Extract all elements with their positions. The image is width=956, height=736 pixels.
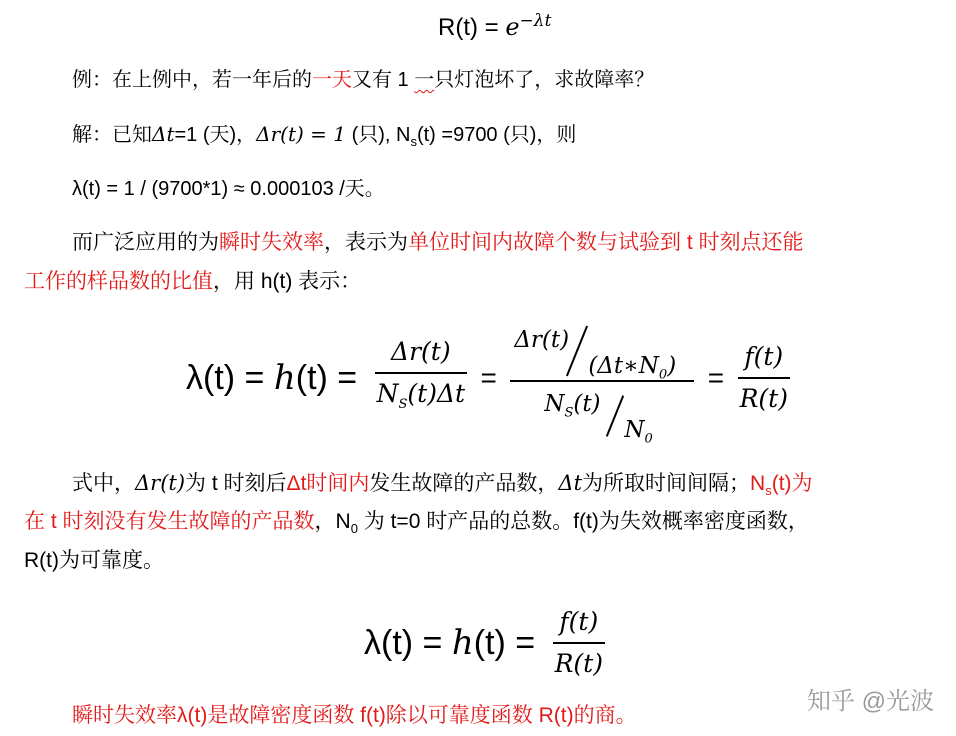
fraction-1-denominator <box>375 374 467 425</box>
f2-den-top <box>544 384 600 434</box>
explanation-dt: Δt <box>558 471 583 495</box>
explanation-dr: Δr(t) <box>135 471 186 495</box>
explanation-f-red-sub: s <box>765 483 772 499</box>
fraction-1 <box>375 332 467 425</box>
top-formula <box>438 4 551 45</box>
f2-num-bottom-text: (Δt∗N <box>588 353 659 379</box>
explanation-i: 为 t=0 时产品的总数。f(t)为失效概率密度函数， <box>357 510 809 533</box>
paragraph1-e: 工作的样品数的比值 <box>24 270 213 293</box>
f2-num-top: Δr(t) <box>514 327 570 353</box>
fraction-3-denominator: R(t) <box>739 384 788 413</box>
example-suffix: 只灯泡坏了，求故障率？ <box>434 69 655 91</box>
explanation-f-red-2: (t)为 <box>771 472 813 495</box>
solution-delta-t: Δt <box>152 122 175 146</box>
explanation-line1 <box>72 469 813 505</box>
second-lambda: λ(t) = <box>364 624 452 662</box>
example-wavy-char: 一 <box>414 69 435 91</box>
fraction-3 <box>738 337 790 419</box>
paragraph1-line2 <box>24 268 361 296</box>
explanation-line3: R(t)为可靠度。 <box>24 549 164 572</box>
f2-num-bottom-end: ) <box>667 353 677 379</box>
solution-part2: =1 (天)， <box>174 124 257 146</box>
f1-den-n: N <box>376 378 399 408</box>
f2-num-slash <box>566 326 588 377</box>
f2-den-top-rest: (t) <box>573 391 601 417</box>
explanation-h-sub: 0 <box>350 521 358 537</box>
explanation-d: 发生故障的产品数， <box>369 472 559 495</box>
main-h-arg: (t) = <box>295 359 358 397</box>
second-formula <box>364 602 605 684</box>
f2-den-slash <box>606 395 624 437</box>
main-formula <box>186 316 790 447</box>
example-highlight: 一天 <box>312 69 352 91</box>
f2-den-top-sub: S <box>564 405 574 421</box>
explanation-a: 式中， <box>72 472 135 495</box>
paragraph1-d: 单位时间内故障个数与试验到 t 时刻点还能 <box>408 231 804 254</box>
fraction-2-denominator <box>510 382 694 447</box>
second-h: h <box>451 623 474 663</box>
main-eq-1: = <box>480 362 497 393</box>
paragraph1-a: 而广泛应用的为 <box>72 231 219 254</box>
top-formula-base: e <box>505 13 520 41</box>
f2-den-bottom <box>624 410 652 460</box>
explanation-line2 <box>24 508 809 543</box>
example-prefix: 例：在上例中，若一年后的 <box>72 69 312 91</box>
solution-part4: (t) =9700 (只)，则 <box>416 124 577 146</box>
f1-den-sub: S <box>398 396 408 412</box>
f2-num-bottom-sub: 0 <box>658 367 668 383</box>
fraction-3-numerator: f(t) <box>744 342 784 371</box>
second-h-arg: (t) = <box>473 624 536 662</box>
conclusion: 瞬时失效率λ(t)是故障密度函数 f(t)除以可靠度函数 R(t)的商。 <box>72 704 637 727</box>
paragraph1-f: ，用 h(t) 表示： <box>213 270 362 293</box>
solution-delta-r: Δr(t) = 1 <box>256 122 347 146</box>
f2-den-bottom-n: N <box>624 417 645 443</box>
solution-part1: 解：已知 <box>72 124 152 146</box>
paragraph1-b: 瞬时失效率 <box>219 231 324 254</box>
solution-part3: (只), N <box>346 124 411 146</box>
fraction-2 <box>510 316 694 447</box>
watermark: 知乎 @光波 <box>806 688 934 715</box>
solution-line <box>72 120 576 156</box>
example-line <box>72 66 654 94</box>
explanation-g-red: 在 t 时刻没有发生故障的产品数 <box>24 510 315 533</box>
solution-ns-sub: s <box>410 134 417 149</box>
paragraph1-line1 <box>72 229 804 257</box>
explanation-h: ，N <box>314 510 351 533</box>
second-fraction <box>553 602 605 684</box>
lambda-calc-line: λ(t) = 1 / (9700*1) ≈ 0.000103 /天。 <box>72 178 385 200</box>
explanation-e: 为所取时间间隔； <box>582 472 751 495</box>
example-mid: 又有 1 <box>352 69 415 91</box>
explanation-c-red: Δt时间内 <box>286 472 370 495</box>
paragraph1-c: ，表示为 <box>324 231 408 254</box>
explanation-f-red-1: N <box>750 472 766 495</box>
main-lambda: λ(t) = <box>186 359 274 397</box>
top-formula-lhs: R(t) = <box>438 14 506 41</box>
second-fraction-denominator: R(t) <box>554 649 603 678</box>
top-formula-exponent: −λt <box>519 11 552 31</box>
f2-den-bottom-sub: 0 <box>644 431 653 447</box>
explanation-b: 为 t 时刻后 <box>185 472 287 495</box>
f2-den-top-n: N <box>544 391 565 417</box>
main-h: h <box>273 358 296 398</box>
fraction-1-numerator: Δr(t) <box>391 336 451 366</box>
f1-den-rest: (t)Δt <box>407 378 466 408</box>
second-fraction-numerator: f(t) <box>559 607 599 636</box>
fraction-2-numerator <box>510 316 694 383</box>
main-eq-2: = <box>707 362 725 393</box>
